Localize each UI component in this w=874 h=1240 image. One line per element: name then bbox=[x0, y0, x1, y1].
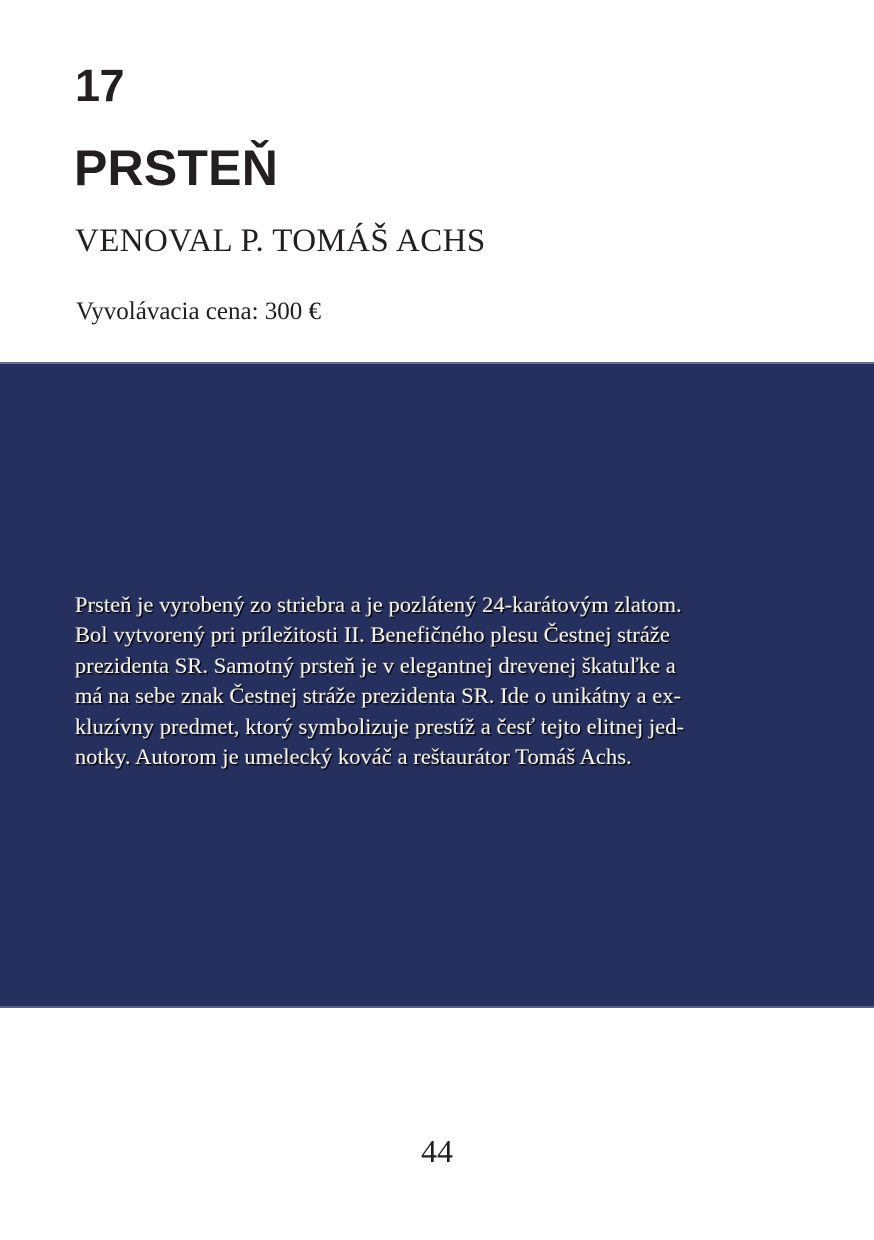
lot-number: 17 bbox=[75, 60, 125, 111]
lot-title: PRSTEŇ bbox=[74, 140, 279, 196]
page-number: 44 bbox=[421, 1133, 453, 1169]
page-header bbox=[0, 0, 874, 362]
description-line: kluzívny predmet, ktorý symbolizuje prestíž a česť tejto elitnej jed- bbox=[75, 713, 685, 739]
image-panel bbox=[0, 362, 874, 1008]
description-line: notky. Autorom je umelecký kováč a reštaurátor Tomáš Achs. bbox=[75, 744, 632, 770]
description-line: Prsteň je vyrobený zo striebra a je pozlátený 24-karátovým zlatom. bbox=[75, 592, 682, 617]
panel-top-divider bbox=[0, 362, 874, 364]
page-footer bbox=[0, 1008, 874, 1240]
description-line: Bol vytvorený pri príležitosti II. Benefičného plesu Čestnej stráže bbox=[75, 622, 671, 648]
lot-description bbox=[75, 590, 801, 772]
description-line: prezidenta SR. Samotný prsteň je v elegantnej drevenej škatuľke a bbox=[75, 652, 676, 678]
donor-line: VENOVAL P. TOMÁŠ ACHS bbox=[75, 223, 486, 259]
starting-price: Vyvolávacia cena: 300 € bbox=[76, 298, 322, 325]
description-line: má na sebe znak Čestnej stráže prezidenta SR. Ide o unikátny a ex- bbox=[75, 683, 682, 709]
